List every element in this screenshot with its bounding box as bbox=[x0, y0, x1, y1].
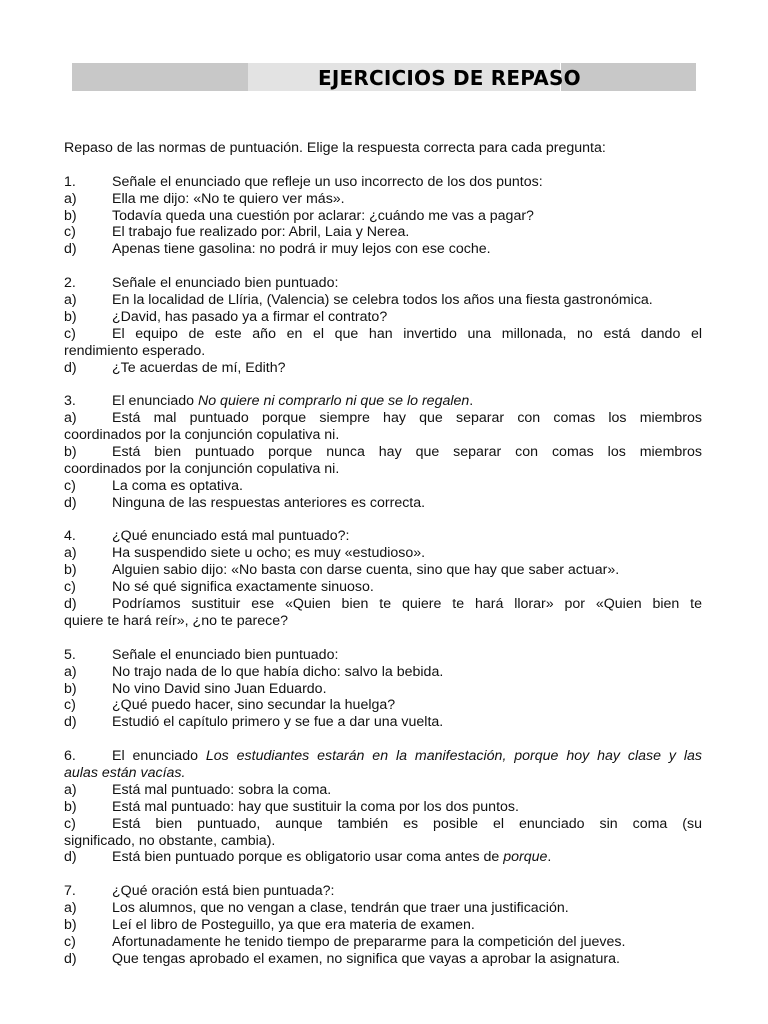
quoted-sentence-cont: aulas están vacías. bbox=[64, 764, 186, 781]
option-3c: c) La coma es optativa. bbox=[64, 477, 243, 494]
intro-text: Repaso de las normas de puntuación. Elige la respuesta correcta para cada pregunta: bbox=[64, 140, 606, 156]
option-7d: d) Que tengas aprobado el examen, no significa que vayas a aprobar la asignatura. bbox=[64, 950, 620, 967]
option-5a: a) No trajo nada de lo que había dicho: salvo la bebida. bbox=[64, 663, 444, 680]
option-2d: d) ¿Te acuerdas de mí, Edith? bbox=[64, 359, 286, 376]
question-1 bbox=[64, 174, 702, 191]
option-7a: a) Los alumnos, que no vengan a clase, tendrán que traer una justificación. bbox=[64, 900, 569, 917]
option-5c: c) ¿Qué puedo hacer, sino secundar la huelga? bbox=[64, 697, 396, 714]
question-6-cont bbox=[64, 765, 702, 782]
question-number: 5. bbox=[64, 646, 76, 663]
option-1a: a) Ella me dijo: «No te quiero ver más». bbox=[64, 190, 345, 207]
question-number: 2. bbox=[64, 275, 76, 292]
option-2c: c) El equipo de este año en el que han invertido una millonada, no está dando el bbox=[64, 325, 702, 342]
option-3a-cont: coordinados por la conjunción copulativa ni. bbox=[64, 427, 340, 444]
option-3b-cont: coordinados por la conjunción copulativa ni. bbox=[64, 460, 340, 477]
question-text: Señale el enunciado que refleje un uso incorrecto de los dos puntos: bbox=[112, 173, 543, 190]
question-number: 6. bbox=[64, 748, 76, 765]
option-2c-cont: rendimiento esperado. bbox=[64, 342, 206, 359]
question-6: 6. El enunciado Los estudiantes estarán en la manifestación, porque hoy hay clase y las bbox=[64, 748, 702, 765]
option-4d: d) Podríamos sustituir ese «Quien bien te quiere te hará llorar» por «Quien bien te bbox=[64, 596, 702, 613]
option-3b: b) Está bien puntuado porque nunca hay que separar con comas los miembros bbox=[64, 444, 702, 461]
option-1b: b) Todavía queda una cuestión por aclarar: ¿cuándo me vas a pagar? bbox=[64, 207, 534, 224]
option-7c: c) Afortunadamente he tenido tiempo de prepararme para la competición del jueves. bbox=[64, 933, 626, 950]
option-6a: a) Está mal puntuado: sobra la coma. bbox=[64, 781, 332, 798]
option-6c-cont: significado, no obstante, cambia). bbox=[64, 832, 276, 849]
option-2a: a) En la localidad de Llíria, (Valencia) se celebra todos los años una fiesta gastronómica. bbox=[64, 292, 653, 309]
option-5b: b) No vino David sino Juan Eduardo. bbox=[64, 680, 327, 697]
quoted-sentence: Los estudiantes estarán en la manifestación, porque hoy hay clase y las bbox=[205, 748, 702, 765]
question-text: ¿Qué oración está bien puntuada?: bbox=[112, 883, 335, 900]
option-4c: c) No sé qué significa exactamente sinuoso. bbox=[64, 579, 374, 596]
question-number: 3. bbox=[64, 393, 76, 410]
question-text: ¿Qué enunciado está mal puntuado?: bbox=[112, 528, 350, 545]
question-number: 7. bbox=[64, 883, 76, 900]
option-6d: d) Está bien puntuado porque es obligatorio usar coma antes de porque. bbox=[64, 849, 552, 866]
question-text: Señale el enunciado bien puntuado: bbox=[112, 275, 339, 292]
question-2 bbox=[64, 275, 702, 292]
question-text: Señale el enunciado bien puntuado: bbox=[112, 646, 339, 663]
question-number: 1. bbox=[64, 173, 76, 190]
option-4d-cont: quiere te hará reír», ¿no te parece? bbox=[64, 612, 288, 629]
option-4b: b) Alguien sabio dijo: «No basta con darse cuenta, sino que hay que saber actuar». bbox=[64, 562, 620, 579]
option-3a: a) Está mal puntuado porque siempre hay que separar con comas los miembros bbox=[64, 410, 702, 427]
question-number: 4. bbox=[64, 528, 76, 545]
question-5 bbox=[64, 647, 702, 664]
option-6b: b) Está mal puntuado: hay que sustituir la coma por los dos puntos. bbox=[64, 798, 519, 815]
option-6c: c) Está bien puntuado, aunque también es posible el enunciado sin coma (su bbox=[64, 815, 702, 832]
option-4a: a) Ha suspendido siete u ocho; es muy «estudioso». bbox=[64, 545, 426, 562]
option-2b: b) ¿David, has pasado ya a firmar el contrato? bbox=[64, 308, 388, 325]
option-1d: d) Apenas tiene gasolina: no podrá ir muy lejos con ese coche. bbox=[64, 241, 491, 258]
question-4 bbox=[64, 528, 702, 545]
question-7 bbox=[64, 883, 702, 900]
question-3: 3. El enunciado No quiere ni comprarlo ni que se lo regalen. bbox=[64, 393, 474, 410]
quoted-sentence: No quiere ni comprarlo ni que se lo regalen bbox=[197, 393, 470, 410]
option-3d: d) Ninguna de las respuestas anteriores es correcta. bbox=[64, 494, 426, 511]
exercise-content bbox=[64, 140, 702, 968]
option-1c: c) El trabajo fue realizado por: Abril, Laia y Nerea. bbox=[64, 224, 410, 241]
title-bar bbox=[72, 63, 696, 91]
option-7b: b) Leí el libro de Posteguillo, ya que era materia de examen. bbox=[64, 916, 475, 933]
page-title: EJERCICIOS DE REPASO bbox=[318, 66, 581, 90]
option-5d: d) Estudió el capítulo primero y se fue a dar una vuelta. bbox=[64, 714, 444, 731]
